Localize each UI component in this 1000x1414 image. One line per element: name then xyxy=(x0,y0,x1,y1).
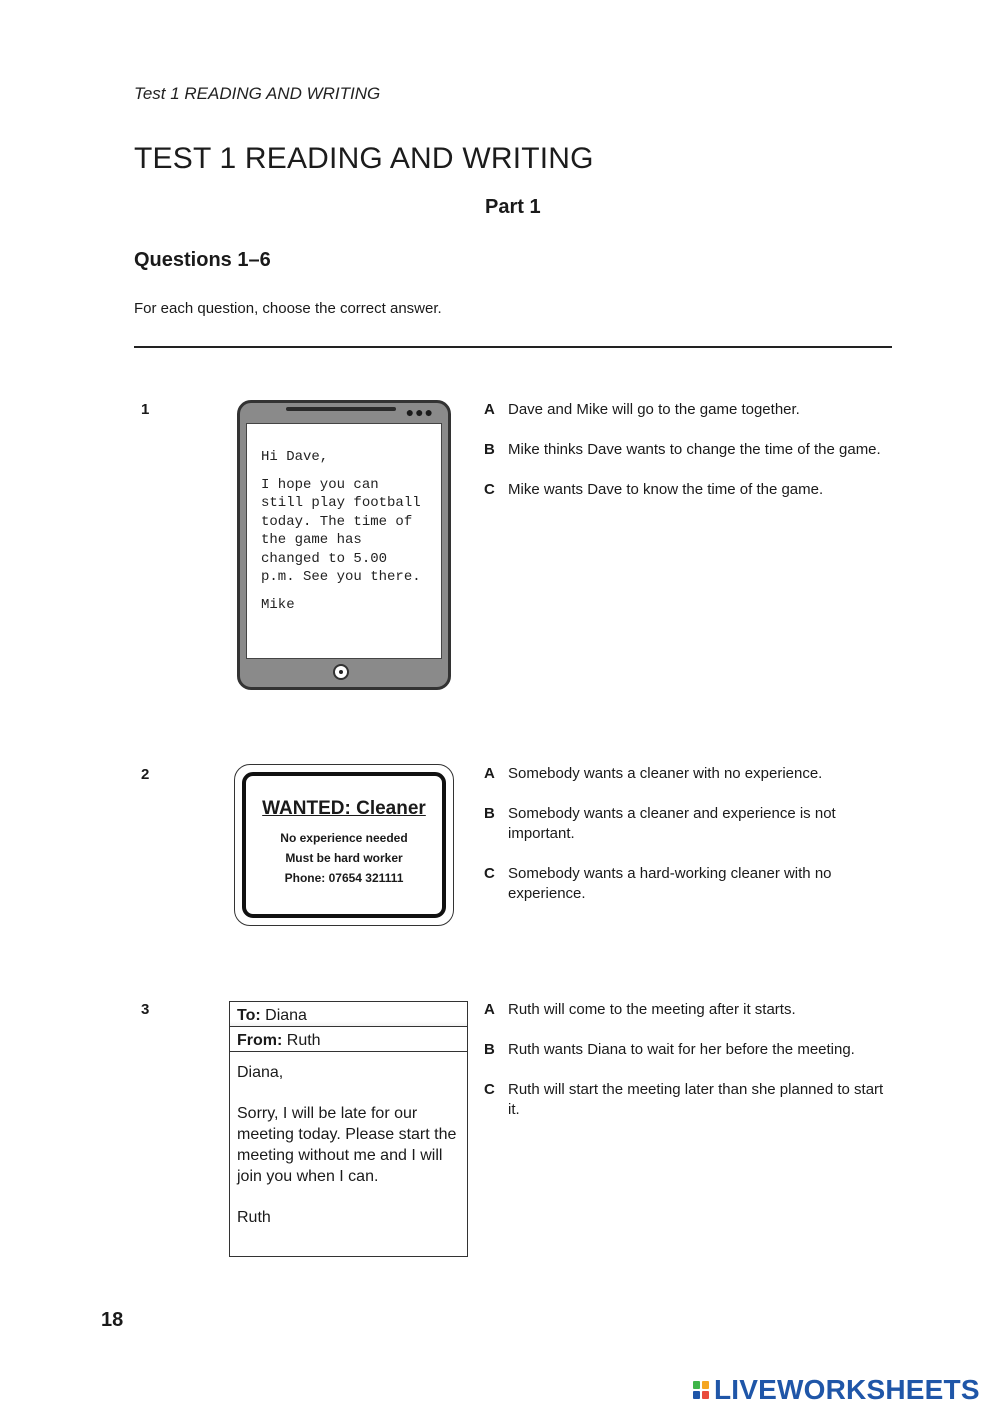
notice-line: Phone: 07654 321111 xyxy=(284,871,404,885)
option-letter: C xyxy=(484,1081,495,1098)
running-head: Test 1 READING AND WRITING xyxy=(134,84,381,103)
email-from-value: Ruth xyxy=(286,1032,321,1049)
home-button-icon xyxy=(333,664,349,680)
liveworksheets-logo[interactable] xyxy=(692,1374,980,1406)
answer-options xyxy=(484,1000,884,1140)
answer-option[interactable] xyxy=(484,1000,884,1020)
part-title: Part 1 xyxy=(485,196,541,218)
phone-speaker xyxy=(286,407,396,411)
email-to-label: To: xyxy=(237,1007,261,1024)
option-letter: B xyxy=(484,805,495,822)
phone-camera-dots-icon: ●●● xyxy=(405,404,434,420)
email-to-value: Diana xyxy=(265,1007,307,1024)
notice-line: No experience needed xyxy=(280,831,408,845)
email-from-label: From: xyxy=(237,1032,283,1049)
page-title: TEST 1 READING AND WRITING xyxy=(134,142,594,175)
answer-option[interactable] xyxy=(484,804,884,844)
option-letter: C xyxy=(484,865,495,882)
option-text: Somebody wants a cleaner and experience is not important. xyxy=(508,805,836,842)
option-text: Ruth wants Diana to wait for her before the meeting. xyxy=(508,1041,855,1058)
option-text: Mike wants Dave to know the time of the game. xyxy=(508,481,824,498)
option-letter: C xyxy=(484,481,495,498)
answer-option[interactable] xyxy=(484,440,884,460)
notice-line: Must be hard worker xyxy=(285,851,403,865)
answer-options xyxy=(484,400,884,520)
email-to-row xyxy=(230,1002,467,1027)
answer-option[interactable] xyxy=(484,864,884,904)
message-greeting: Hi Dave, xyxy=(261,449,329,465)
option-text: Ruth will come to the meeting after it starts. xyxy=(508,1001,796,1018)
option-text: Ruth will start the meeting later than she planned to start it. xyxy=(508,1081,884,1118)
option-letter: B xyxy=(484,441,495,458)
question-number: 1 xyxy=(141,401,150,418)
question-number: 2 xyxy=(141,766,150,783)
answer-options xyxy=(484,764,884,924)
email-body xyxy=(230,1052,467,1228)
instructions: For each question, choose the correct answer. xyxy=(134,300,442,317)
liveworksheets-logo-icon xyxy=(692,1380,710,1400)
option-text: Dave and Mike will go to the game together. xyxy=(508,401,800,418)
email-signoff: Ruth xyxy=(237,1209,271,1226)
message-body: I hope you can still play football today. The time of the game has changed to 5.00 p.m. See you there. xyxy=(261,476,421,585)
email-greeting: Diana, xyxy=(237,1064,284,1081)
page-number: 18 xyxy=(101,1309,124,1331)
divider xyxy=(134,346,892,348)
answer-option[interactable] xyxy=(484,400,884,420)
phone-message-illustration xyxy=(237,400,451,690)
answer-option[interactable] xyxy=(484,1040,884,1060)
email-from-row xyxy=(230,1027,467,1052)
notice-heading: WANTED: Cleaner xyxy=(262,798,426,819)
option-text: Somebody wants a cleaner with no experience. xyxy=(508,765,823,782)
email-illustration xyxy=(229,1001,468,1257)
question-number: 3 xyxy=(141,1001,150,1018)
phone-screen xyxy=(246,423,442,659)
answer-option[interactable] xyxy=(484,764,884,784)
notice-illustration xyxy=(234,764,454,926)
questions-heading: Questions 1–6 xyxy=(134,249,271,271)
email-text: Sorry, I will be late for our meeting today. Please start the meeting without me and I will join you when I can. xyxy=(237,1105,457,1185)
answer-option[interactable] xyxy=(484,480,884,500)
message-signoff: Mike xyxy=(261,596,295,613)
option-letter: A xyxy=(484,765,495,782)
brand-name: LIVEWORKSHEETS xyxy=(714,1374,980,1405)
option-letter: A xyxy=(484,401,495,418)
option-text: Somebody wants a hard-working cleaner with no experience. xyxy=(508,865,832,902)
notice-card xyxy=(242,772,446,918)
answer-option[interactable] xyxy=(484,1080,884,1120)
option-letter: B xyxy=(484,1041,495,1058)
option-letter: A xyxy=(484,1001,495,1018)
option-text: Mike thinks Dave wants to change the time of the game. xyxy=(508,441,881,458)
